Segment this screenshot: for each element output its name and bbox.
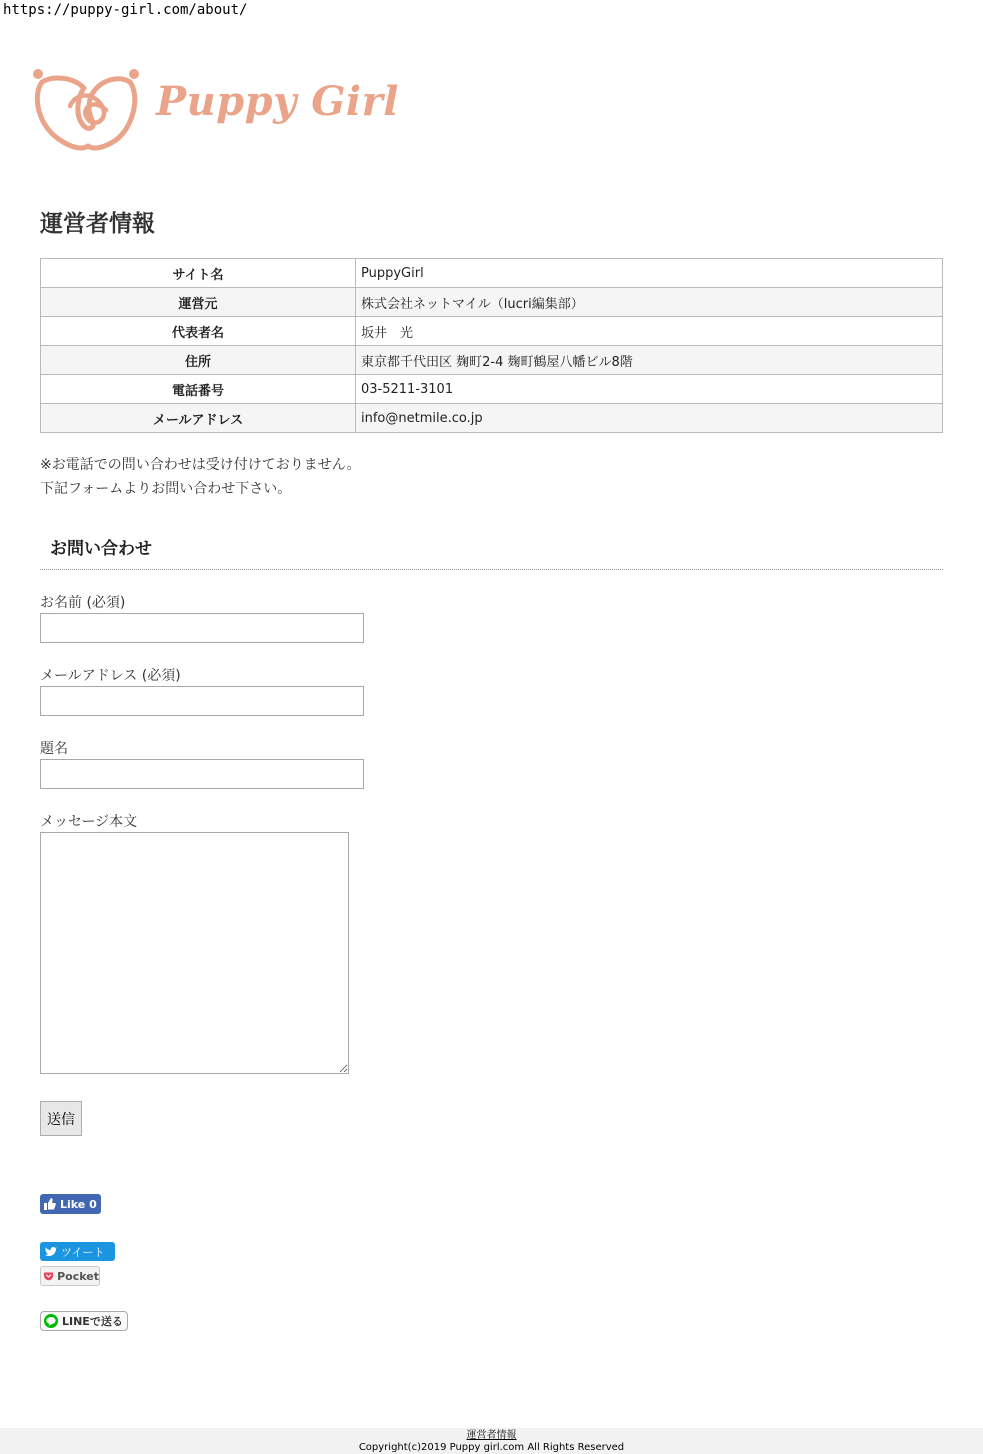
pocket-label: Pocket — [57, 1269, 99, 1283]
page-title: 運営者情報 — [40, 211, 155, 237]
contact-notice — [40, 453, 361, 501]
pocket-button[interactable] — [40, 1266, 100, 1286]
contact-heading — [40, 531, 943, 570]
message-label: メッセージ本文 — [40, 814, 138, 830]
footer-copyright: Copyright(c)2019 Puppy girl.com All Rights Reserved — [358, 1442, 625, 1453]
address-bar-url: https://puppy-girl.com/about/ — [3, 2, 248, 18]
pocket-icon — [44, 1270, 53, 1282]
tweet-label: ツイート — [61, 1245, 105, 1259]
table-row — [41, 259, 943, 288]
row-label: 住所 — [41, 346, 356, 375]
table-row — [41, 317, 943, 346]
facebook-like-label: Like 0 — [60, 1197, 97, 1211]
subject-label: 題名 — [40, 741, 68, 757]
submit-button[interactable]: 送信 — [40, 1101, 82, 1136]
table-row — [41, 375, 943, 404]
twitter-bird-icon — [45, 1247, 57, 1257]
logo-text[interactable]: Puppy Girl — [156, 78, 399, 125]
subject-input[interactable] — [40, 759, 364, 789]
row-value: 東京都千代田区 麹町2-4 麹町鶴屋八幡ビル8階 — [356, 346, 943, 375]
line-icon — [44, 1314, 58, 1328]
row-label: 電話番号 — [41, 375, 356, 404]
contact-heading-text: お問い合わせ — [50, 539, 152, 559]
thumbs-up-icon — [44, 1198, 56, 1210]
row-label: サイト名 — [41, 259, 356, 288]
row-value: PuppyGirl — [356, 259, 943, 288]
email-input[interactable] — [40, 686, 364, 716]
row-value: info@netmile.co.jp — [356, 404, 943, 433]
row-value: 株式会社ネットマイル（lucri編集部） — [356, 288, 943, 317]
footer-operator-link[interactable]: 運営者情報 — [466, 1430, 517, 1441]
name-input[interactable] — [40, 613, 364, 643]
row-label: 代表者名 — [41, 317, 356, 346]
facebook-like-button[interactable] — [40, 1194, 101, 1214]
table-row — [41, 288, 943, 317]
name-label: お名前 (必須) — [40, 595, 126, 611]
message-textarea[interactable] — [40, 832, 349, 1074]
row-value: 坂井 光 — [356, 317, 943, 346]
notice-line-1: ※お電話での問い合わせは受け付けておりません。 — [40, 457, 361, 473]
line-share-label: LINEで送る — [62, 1315, 123, 1328]
row-value: 03-5211-3101 — [356, 375, 943, 404]
footer — [0, 1428, 983, 1454]
table-row — [41, 346, 943, 375]
operator-info-table — [40, 258, 943, 433]
notice-line-2: 下記フォームよりお問い合わせ下さい。 — [40, 481, 292, 497]
row-label: メールアドレス — [41, 404, 356, 433]
table-row — [41, 404, 943, 433]
row-label: 運営元 — [41, 288, 356, 317]
tweet-button[interactable] — [40, 1242, 115, 1261]
email-label: メールアドレス (必須) — [40, 668, 181, 684]
line-share-button[interactable] — [40, 1311, 128, 1331]
